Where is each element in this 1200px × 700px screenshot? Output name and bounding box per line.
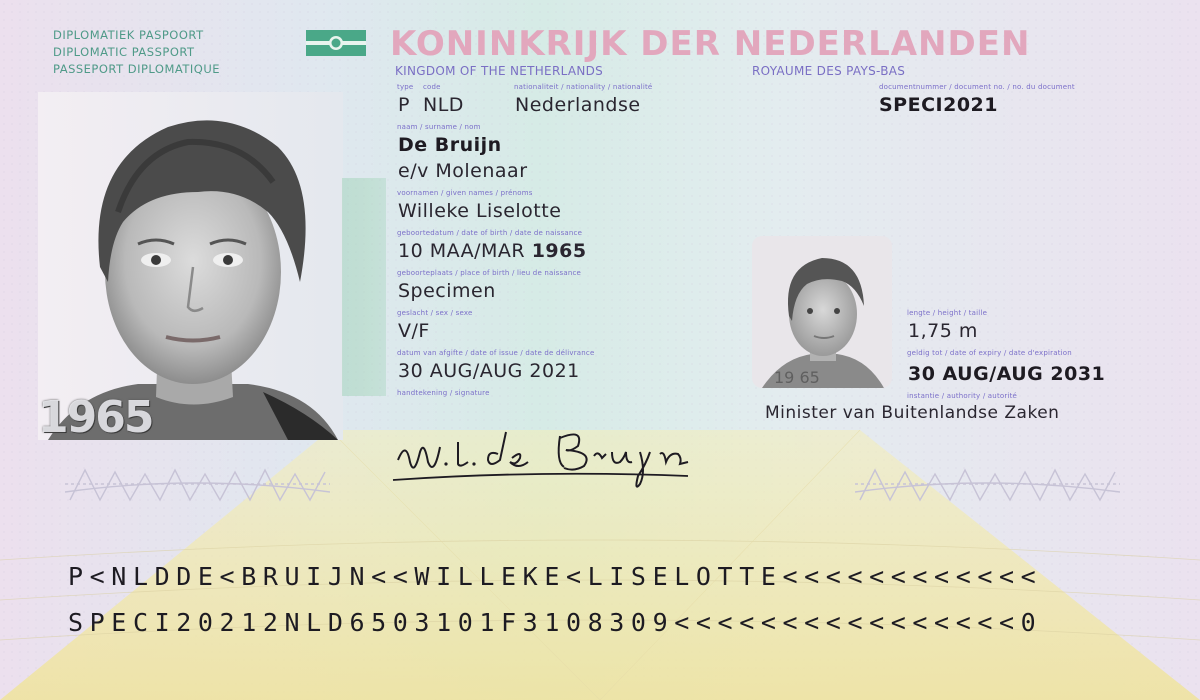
hologram-left — [65, 462, 330, 504]
ghost-portrait — [752, 236, 892, 388]
label-date-of-birth: geboortedatum / date of birth / date de naissance — [397, 229, 583, 237]
value-date-of-expiry: 30 AUG/AUG 2031 — [908, 363, 1106, 385]
label-given-names: voornamen / given names / prénoms — [397, 189, 533, 197]
value-document-number: SPECI2021 — [879, 94, 998, 116]
dutch-emblem-icon — [306, 30, 366, 56]
value-surname: De Bruijn — [398, 134, 502, 156]
value-date-of-issue: 30 AUG/AUG 2021 — [398, 360, 580, 382]
label-type: type — [397, 83, 414, 91]
hologram-right — [855, 462, 1120, 504]
value-height: 1,75 m — [908, 320, 978, 342]
header-line-nl: DIPLOMATIEK PASPOORT — [53, 28, 204, 42]
value-nationality: Nederlandse — [515, 94, 641, 116]
value-given-names: Willeke Liselotte — [398, 200, 562, 222]
mrz-line-1: P<NLDDE<BRUIJN<<WILLEKE<LISELOTTE<<<<<<<<<<<< — [68, 562, 1043, 591]
value-code: NLD — [423, 94, 464, 116]
header-line-en: DIPLOMATIC PASSPORT — [53, 45, 195, 59]
value-surname-extra: e/v Molenaar — [398, 160, 528, 182]
value-date-of-birth — [398, 240, 587, 262]
portrait-year-overlay: 1965 — [38, 392, 153, 443]
label-document-number: documentnummer / document no. / no. du document — [879, 83, 1075, 91]
holder-signature — [388, 422, 718, 497]
header-line-fr: PASSEPORT DIPLOMATIQUE — [53, 62, 221, 76]
value-date-of-birth-year: 1965 — [531, 240, 587, 262]
value-place-of-birth: Specimen — [398, 280, 496, 302]
label-place-of-birth: geboorteplaats / place of birth / lieu de naissance — [397, 269, 582, 277]
value-sex: V/F — [398, 320, 430, 342]
label-date-of-issue: datum van afgifte / date of issue / date de délivrance — [397, 349, 595, 357]
holder-portrait — [38, 92, 343, 440]
value-date-of-birth-prefix: 10 MAA/MAR — [398, 240, 526, 262]
label-height: lengte / height / taille — [907, 309, 988, 317]
mrz-line-2: SPECI20212NLD6503101F3108309<<<<<<<<<<<<<<<<0 — [68, 608, 1043, 637]
country-subtitle-en: KINGDOM OF THE NETHERLANDS — [395, 64, 604, 78]
label-nationality: nationaliteit / nationality / nationalité — [514, 83, 653, 91]
label-surname: naam / surname / nom — [397, 123, 481, 131]
value-type: P — [398, 94, 410, 116]
label-sex: geslacht / sex / sexe — [397, 309, 473, 317]
label-authority: instantie / authority / autorité — [907, 392, 1018, 400]
security-strip — [342, 178, 386, 396]
label-signature: handtekening / signature — [397, 389, 490, 397]
country-subtitle-fr: ROYAUME DES PAYS-BAS — [752, 64, 906, 78]
ghost-portrait-year: 19 65 — [774, 368, 820, 387]
country-title: KONINKRIJK DER NEDERLANDEN — [390, 24, 1031, 64]
label-date-of-expiry: geldig tot / date of expiry / date d'expiration — [907, 349, 1072, 357]
label-code: code — [423, 83, 441, 91]
value-authority: Minister van Buitenlandse Zaken — [765, 403, 1060, 423]
